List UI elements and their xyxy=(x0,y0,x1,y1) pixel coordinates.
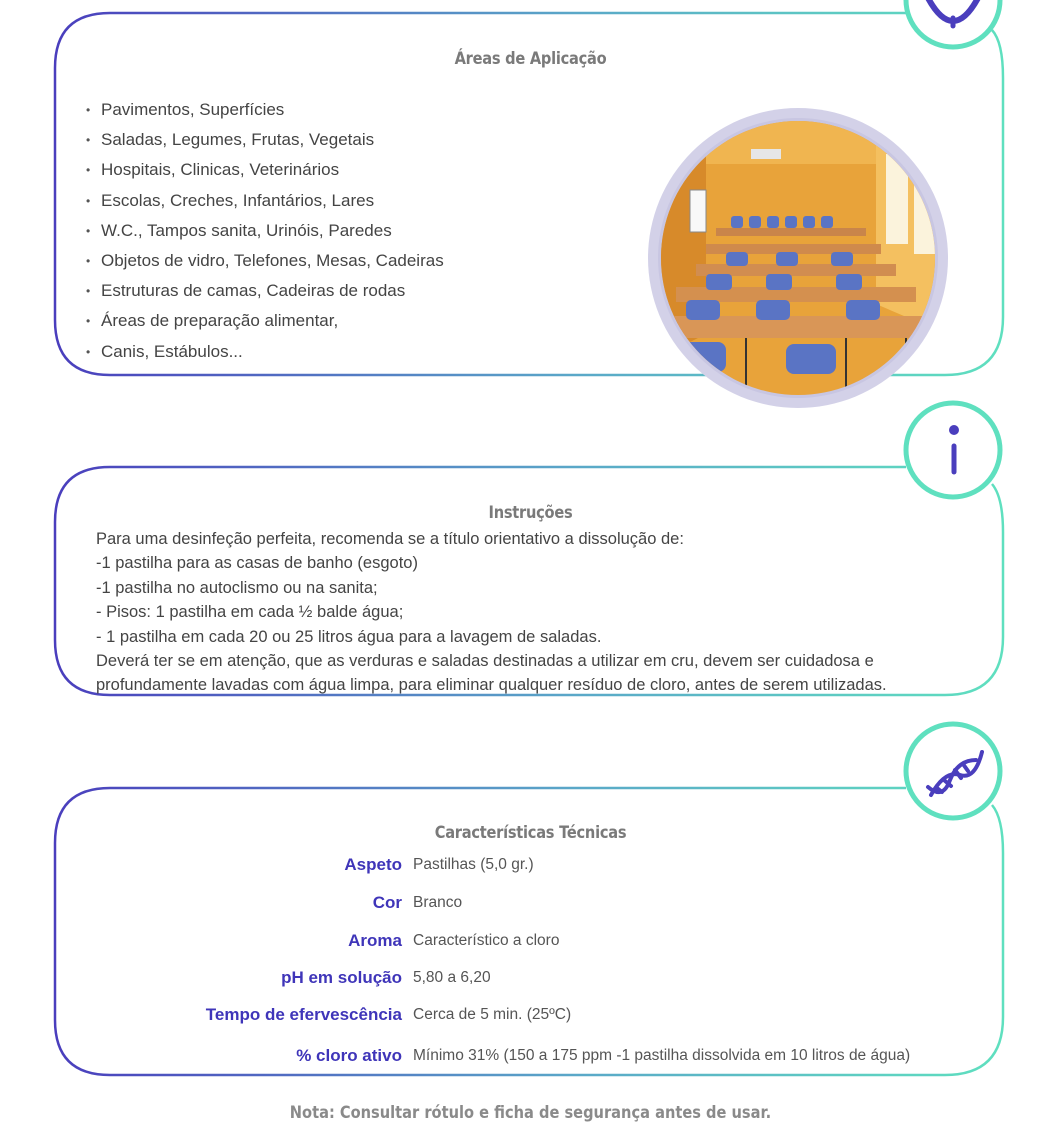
list-item: • Estruturas de camas, Cadeiras de rodas xyxy=(86,276,444,306)
disinfectant-icon xyxy=(906,0,1000,47)
spec-row xyxy=(0,931,1061,955)
list-item: • Objetos de vidro, Telefones, Mesas, Cadeiras xyxy=(86,246,444,276)
instruction-line: -1 pastilha no autoclismo ou na sanita; xyxy=(96,578,378,597)
spec-row xyxy=(0,968,1061,992)
spec-label: Aspeto xyxy=(344,855,402,874)
instruction-line: - Pisos: 1 pastilha em cada ½ balde água; xyxy=(96,603,404,622)
spec-label: Tempo de efervescência xyxy=(205,1005,402,1024)
spec-value: Branco xyxy=(413,894,463,911)
spec-value: 5,80 a 6,20 xyxy=(413,969,491,986)
applications-list xyxy=(86,95,444,367)
spec-value: Pastilhas (5,0 gr.) xyxy=(413,856,534,873)
classroom-photo xyxy=(646,104,951,412)
instruction-line: Deverá ter se em atenção, que as verduras e saladas destinadas a utilizar em cru, devem ser cuidadosa e xyxy=(96,652,874,671)
spec-row xyxy=(0,855,1061,879)
list-item: • Saladas, Legumes, Frutas, Vegetais xyxy=(86,125,444,155)
instruction-line: -1 pastilha para as casas de banho (esgoto) xyxy=(96,554,418,573)
instruction-line: profundamente lavadas com água limpa, para eliminar qualquer resíduo de cloro, antes de serem utilizadas. xyxy=(96,676,887,695)
spec-label: Aroma xyxy=(348,931,402,950)
list-item: • Canis, Estábulos... xyxy=(86,337,444,367)
spec-row xyxy=(0,893,1061,917)
instructions-text xyxy=(96,527,976,698)
list-item: • W.C., Tampos sanita, Urinóis, Paredes xyxy=(86,216,444,246)
spec-row xyxy=(0,1046,1061,1070)
instruction-line: Para uma desinfeção perfeita, recomenda se a título orientativo a dissolução de: xyxy=(96,530,684,548)
spec-value: Cerca de 5 min. (25ºC) xyxy=(413,1006,572,1023)
spec-label: Cor xyxy=(372,893,402,912)
spec-label: pH em solução xyxy=(281,968,402,987)
spec-label: % cloro ativo xyxy=(296,1046,402,1065)
list-item: • Áreas de preparação alimentar, xyxy=(86,306,444,336)
spec-value: Característico a cloro xyxy=(413,932,560,949)
instructions-title: Instruções xyxy=(488,503,573,523)
dna-icon xyxy=(906,724,1000,818)
technical-title: Características Técnicas xyxy=(434,823,627,843)
list-item: • Pavimentos, Superfícies xyxy=(86,95,444,125)
safety-note: Nota: Consultar rótulo e ficha de segurança antes de usar. xyxy=(289,1103,772,1123)
spec-row xyxy=(0,1005,1061,1029)
applications-title: Áreas de Aplicação xyxy=(454,49,607,69)
info-icon xyxy=(906,403,1000,497)
list-item: • Hospitais, Clinicas, Veterinários xyxy=(86,155,444,185)
list-item: • Escolas, Creches, Infantários, Lares xyxy=(86,186,444,216)
spec-value: Mínimo 31% (150 a 175 ppm -1 pastilha dissolvida em 10 litros de água) xyxy=(413,1047,911,1064)
instruction-line: - 1 pastilha em cada 20 ou 25 litros água para a lavagem de saladas. xyxy=(96,627,602,646)
